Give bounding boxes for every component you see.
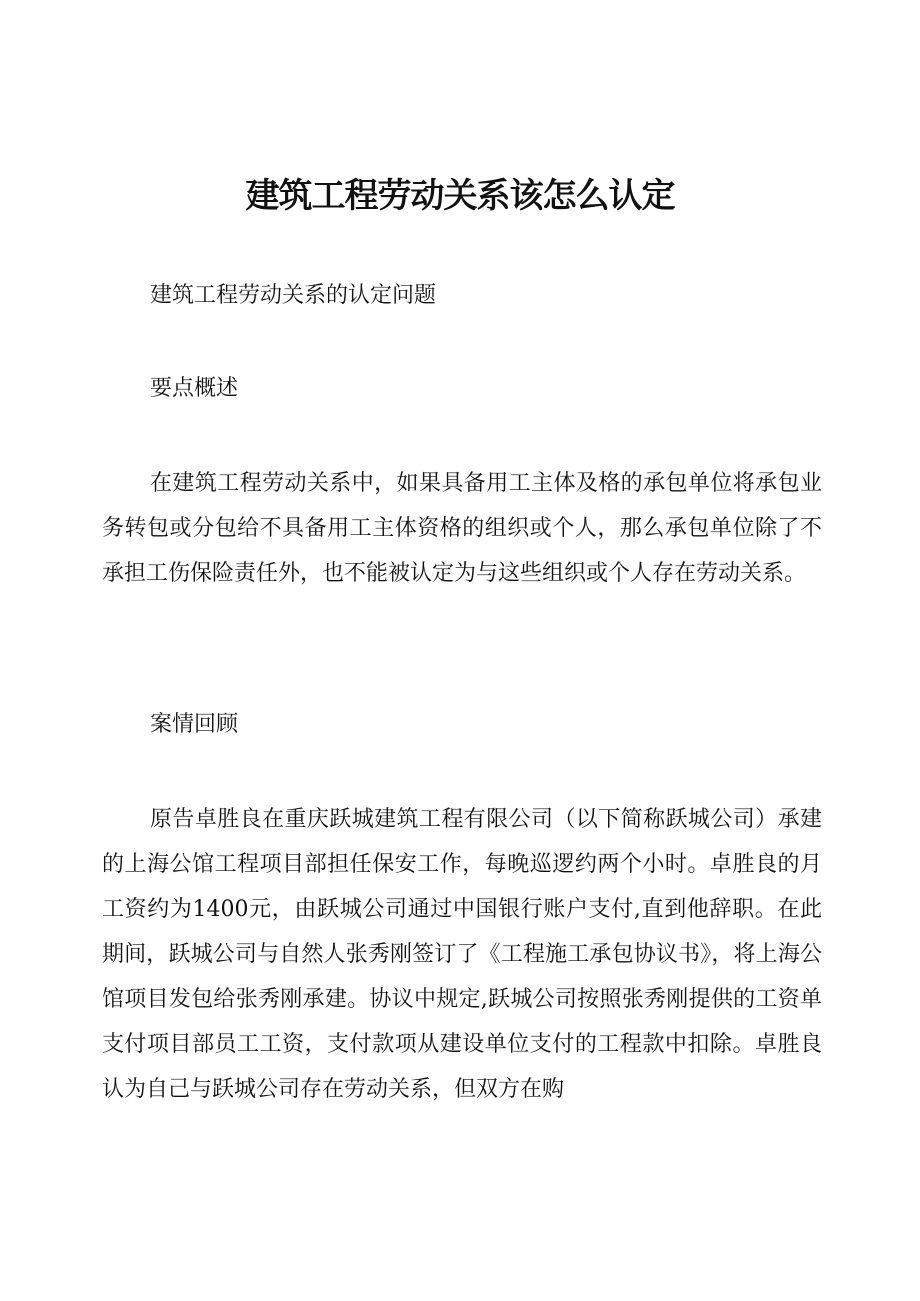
subtitle-heading: 建筑工程劳动关系的认定问题	[150, 283, 437, 308]
document-title: 建筑工程劳动关系该怎么认定	[245, 176, 675, 216]
case-paragraph: 原告卓胜良在重庆跃城建筑工程有限公司（以下简称跃城公司）承建的上海公馆工程项目部担任保安工作，每晚巡逻约两个小时。卓胜良的月工资约为1400元，由跃城公司通过中国银行账户支付,直到他辞职。在此期间，跃城公司与自然人张秀刚签订了《工程施工承包协议书》，将上海公馆项目发包给张秀刚承建。协议中规定,跃城公司按照张秀刚提供的工资单支付项目部员工工资，支付款项从建设单位支付的工程款中扣除。卓胜良认为自己与跃城公司存在劳动关系，但双方在购	[102, 807, 822, 1102]
section-heading-summary: 要点概述	[150, 376, 239, 401]
section-heading-case: 案情回顾	[150, 712, 239, 737]
summary-paragraph: 在建筑工程劳动关系中，如果具备用工主体及格的承包单位将承包业务转包或分包给不具备用工主体资格的组织或个人，那么承包单位除了不承担工伤保险责任外，也不能被认定为与这些组织或个人存在劳动关系。	[102, 471, 822, 586]
